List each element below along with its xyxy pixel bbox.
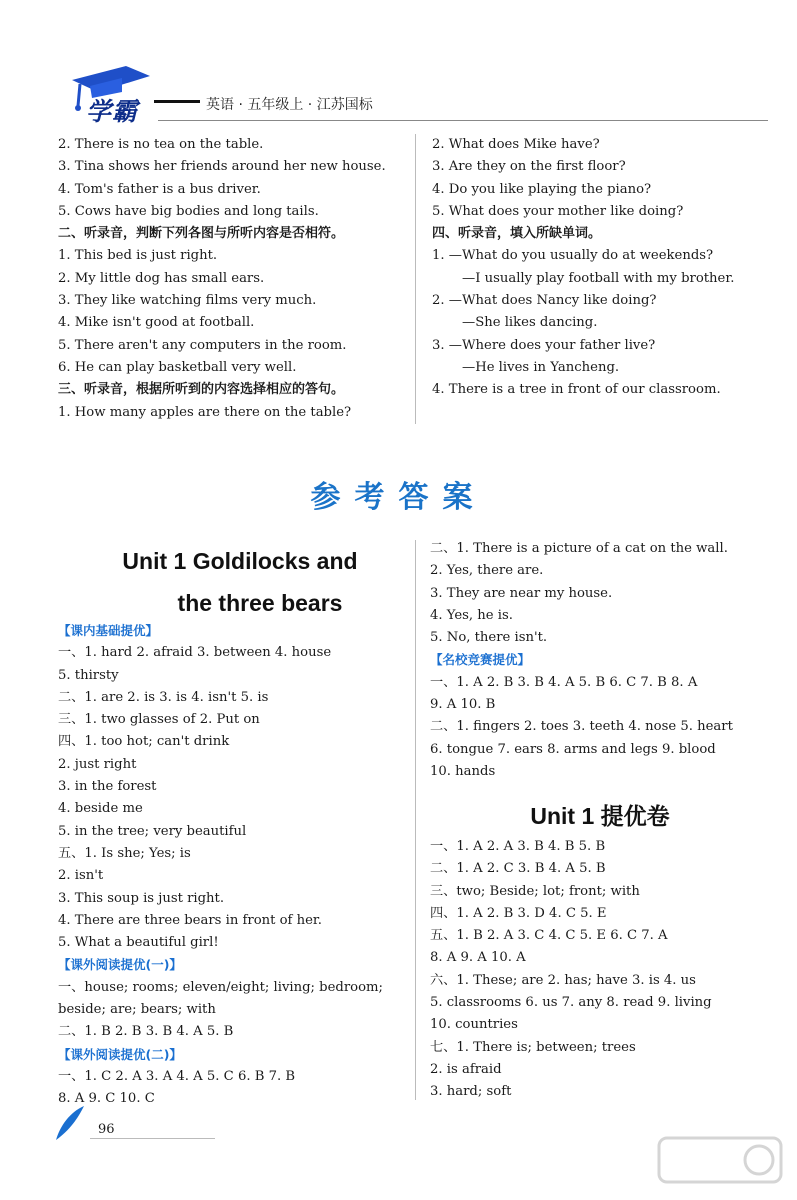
text-line: 1. This bed is just right. xyxy=(58,248,218,264)
subject-label: 英语 · 五年级上 · 江苏国标 xyxy=(206,97,373,113)
answer-line: 二、1. are 2. is 3. is 4. isn't 5. is xyxy=(58,689,269,705)
unit-test-title: Unit 1 提优卷 xyxy=(530,803,670,829)
text-line: —She likes dancing. xyxy=(462,315,598,331)
section-heading: 三、听录音，根据所听到的内容选择相应的答句。 xyxy=(58,382,345,398)
text-line: 4. There is a tree in front of our classroom. xyxy=(432,382,721,398)
top-right-column xyxy=(432,134,734,402)
answer-line: 一、1. C 2. A 3. A 4. A 5. C 6. B 7. B xyxy=(58,1068,296,1084)
answer-line: 一、house; rooms; eleven/eight; living; bedroom; xyxy=(58,979,383,995)
text-line: 2. —What does Nancy like doing? xyxy=(432,293,657,309)
page-number: 96 xyxy=(98,1122,115,1137)
text-line: 2. What does Mike have? xyxy=(432,137,600,152)
answer-line: 3. This soup is just right. xyxy=(58,890,225,906)
answer-line: 四、1. too hot; can't drink xyxy=(58,734,230,750)
unit-title-line-2: the three bears xyxy=(177,590,343,616)
answer-line: 3. They are near my house. xyxy=(430,585,613,601)
text-line: 1. How many apples are there on the table? xyxy=(58,404,352,420)
answer-line: 二、1. There is a picture of a cat on the wall. xyxy=(430,541,728,556)
text-line: —I usually play football with my brother. xyxy=(462,270,735,286)
text-line: 2. My little dog has small ears. xyxy=(58,270,265,286)
answer-line: 2. is afraid xyxy=(430,1061,502,1077)
column-divider xyxy=(415,134,416,424)
answer-line: 三、two; Beside; lot; front; with xyxy=(430,883,640,899)
page-header xyxy=(56,62,756,128)
bottom-left-column xyxy=(58,620,383,1111)
text-line: 5. Cows have big bodies and long tails. xyxy=(58,203,319,219)
answer-line: 二、1. A 2. C 3. B 4. A 5. B xyxy=(430,861,606,877)
answer-line: 五、1. Is she; Yes; is xyxy=(58,845,191,861)
answer-line: 3. in the forest xyxy=(58,779,157,795)
text-line: 4. Mike isn't good at football. xyxy=(58,315,255,331)
answer-line: 3. hard; soft xyxy=(430,1084,512,1100)
text-line: 3. Are they on the first floor? xyxy=(432,159,626,175)
answer-line: 8. A 9. C 10. C xyxy=(58,1091,155,1107)
answer-line: 三、1. two glasses of 2. Put on xyxy=(58,712,260,728)
section-tag: 【课外阅读提优(一)】 xyxy=(58,957,182,973)
section-tag: 【课内基础提优】 xyxy=(58,623,159,638)
answer-line: 四、1. A 2. B 3. D 4. C 5. E xyxy=(430,905,607,921)
answer-line: 10. countries xyxy=(430,1017,518,1033)
text-line: 4. Do you like playing the piano? xyxy=(432,181,652,197)
answer-line: 9. A 10. B xyxy=(430,697,496,713)
section-tag: 【课外阅读提优(二)】 xyxy=(58,1046,182,1062)
text-line: —He lives in Yancheng. xyxy=(462,359,620,375)
answer-line: 8. A 9. A 10. A xyxy=(430,950,526,966)
answer-line: beside; are; bears; with xyxy=(58,1002,216,1018)
watermark-logo xyxy=(655,1132,785,1188)
top-left-column xyxy=(58,134,386,424)
logo-text: 学霸 xyxy=(86,97,139,126)
text-line: 4. Tom's father is a bus driver. xyxy=(58,181,261,197)
answer-line: 2. isn't xyxy=(58,868,104,884)
answer-line: 2. Yes, there are. xyxy=(430,563,544,579)
answer-line: 一、1. hard 2. afraid 3. between 4. house xyxy=(58,645,332,661)
column-divider xyxy=(415,540,416,1100)
answer-line: 4. Yes, he is. xyxy=(430,607,513,623)
answer-line: 5. thirsty xyxy=(58,667,119,683)
text-line: 6. He can play basketball very well. xyxy=(58,359,297,375)
answer-line: 5. What a beautiful girl! xyxy=(58,935,219,951)
answer-line: 一、1. A 2. B 3. B 4. A 5. B 6. C 7. B 8. A xyxy=(430,674,698,690)
section-heading: 二、听录音，判断下列各图与所听内容是否相符。 xyxy=(58,226,345,242)
text-line: 3. They like watching films very much. xyxy=(58,293,317,309)
answer-line: 六、1. These; are 2. has; have 3. is 4. us xyxy=(430,972,696,988)
section-heading: 四、听录音，填入所缺单词。 xyxy=(432,226,602,242)
answer-line: 七、1. There is; between; trees xyxy=(430,1039,636,1055)
bottom-right-column-a xyxy=(430,538,733,783)
answer-line: 二、1. B 2. B 3. B 4. A 5. B xyxy=(58,1024,234,1040)
answer-key-title: 参考答案 xyxy=(310,480,487,515)
text-line: 5. What does your mother like doing? xyxy=(432,203,684,219)
answer-line: 5. in the tree; very beautiful xyxy=(58,823,247,839)
answer-line: 5. No, there isn't. xyxy=(430,630,548,646)
answer-line: 6. tongue 7. ears 8. arms and legs 9. blood xyxy=(430,741,716,757)
text-line: 1. —What do you usually do at weekends? xyxy=(432,248,714,264)
text-line: 5. There aren't any computers in the room. xyxy=(58,337,347,353)
feather-icon xyxy=(52,1104,86,1142)
text-line: 3. —Where does your father live? xyxy=(432,337,656,353)
answer-line: 4. There are three bears in front of her. xyxy=(58,912,322,928)
text-line: 2. There is no tea on the table. xyxy=(58,137,264,152)
logo-dash xyxy=(154,100,200,103)
answer-line: 二、1. fingers 2. toes 3. teeth 4. nose 5. heart xyxy=(430,719,733,735)
answer-line: 4. beside me xyxy=(58,801,143,817)
answer-line: 10. hands xyxy=(430,763,496,779)
text-line: 3. Tina shows her friends around her new house. xyxy=(58,159,386,175)
bottom-right-column-b xyxy=(430,836,712,1104)
answer-line: 一、1. A 2. A 3. B 4. B 5. B xyxy=(430,839,606,854)
answer-line: 2. just right xyxy=(58,756,137,772)
answer-line: 五、1. B 2. A 3. C 4. C 5. E 6. C 7. A xyxy=(430,928,668,944)
header-rule xyxy=(158,120,768,121)
section-tag: 【名校竞赛提优】 xyxy=(430,652,531,668)
unit-title-line-1: Unit 1 Goldilocks and xyxy=(122,548,358,574)
answer-line: 5. classrooms 6. us 7. any 8. read 9. living xyxy=(430,995,712,1011)
footer-rule xyxy=(90,1138,215,1139)
